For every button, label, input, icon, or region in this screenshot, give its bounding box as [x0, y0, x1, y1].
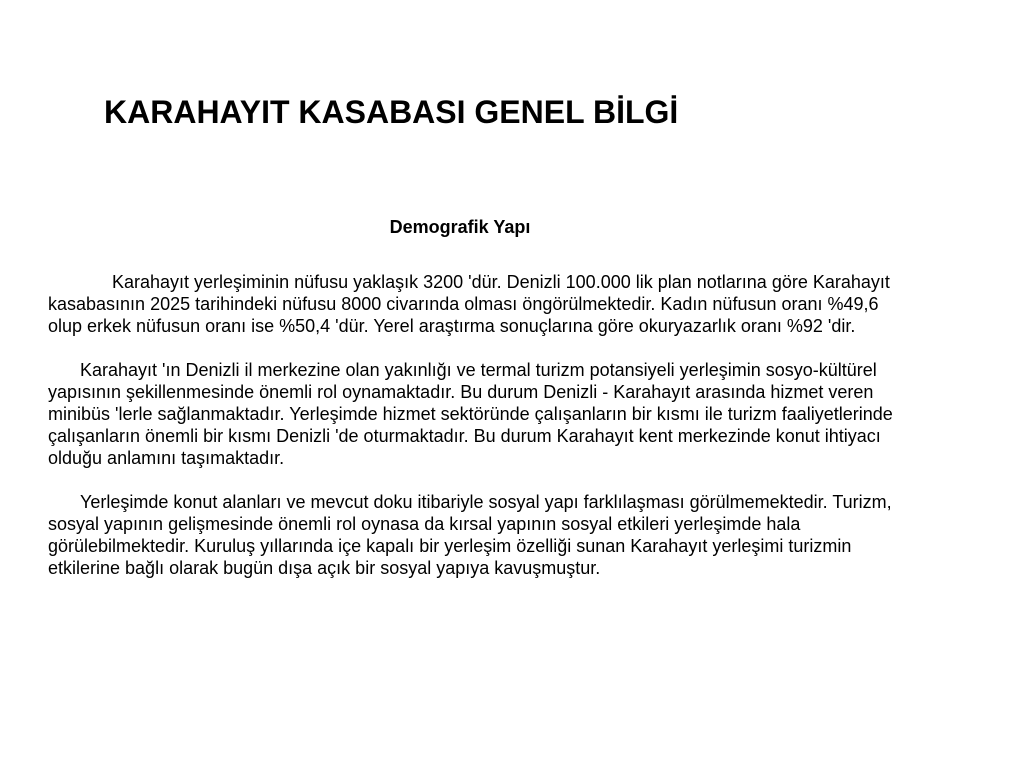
paragraph-demographics: Karahayıt yerleşiminin nüfusu yaklaşık 3200 'dür. Denizli 100.000 lik plan notlarına göre Karahayıt kasabasının 2025 tarihindeki nüfusu 8000 civarında olması öngörülmektedir. Kadın nüfusun oranı %49,6 olup erkek nüfusun oranı ise %50,4 'dür. Yerel araştırma sonuçlarına göre okuryazarlık oranı %92 'dir.	[48, 272, 890, 336]
slide-title: KARAHAYIT KASABASI GENEL BİLGİ	[104, 94, 679, 130]
paragraph-social-structure: Yerleşimde konut alanları ve mevcut doku itibariyle sosyal yapı farklılaşması görülmemektedir. Turizm, sosyal yapının gelişmesinde önemli rol oynasa da kırsal yapının sosyal etkileri yerleşimde hala görülebilmektedir. Kuruluş yıllarında içe kapalı bir yerleşim özelliği sunan Karahayıt yerleşimi turizmin etkilerine bağlı olarak bugün dışa açık bir sosyal yapıya kavuşmuştur.	[48, 492, 892, 578]
paragraph-proximity: Karahayıt 'ın Denizli il merkezine olan yakınlığı ve termal turizm potansiyeli yerleşimin sosyo-kültürel yapısının şekillenmesinde önemli rol oynamaktadır. Bu durum Denizli - Karahayıt arasında hizmet veren minibüs 'lerle sağlanmaktadır. Yerleşimde hizmet sektöründe çalışanların bir kısmı ile turizm faaliyetlerinde çalışanların önemli bir kısmı Denizli 'de oturmaktadır. Bu durum Karahayıt kent merkezinde konut ihtiyacı olduğu anlamını taşımaktadır.	[48, 360, 893, 468]
slide-body	[48, 271, 908, 601]
section-heading: Demografik Yapı	[389, 217, 531, 237]
